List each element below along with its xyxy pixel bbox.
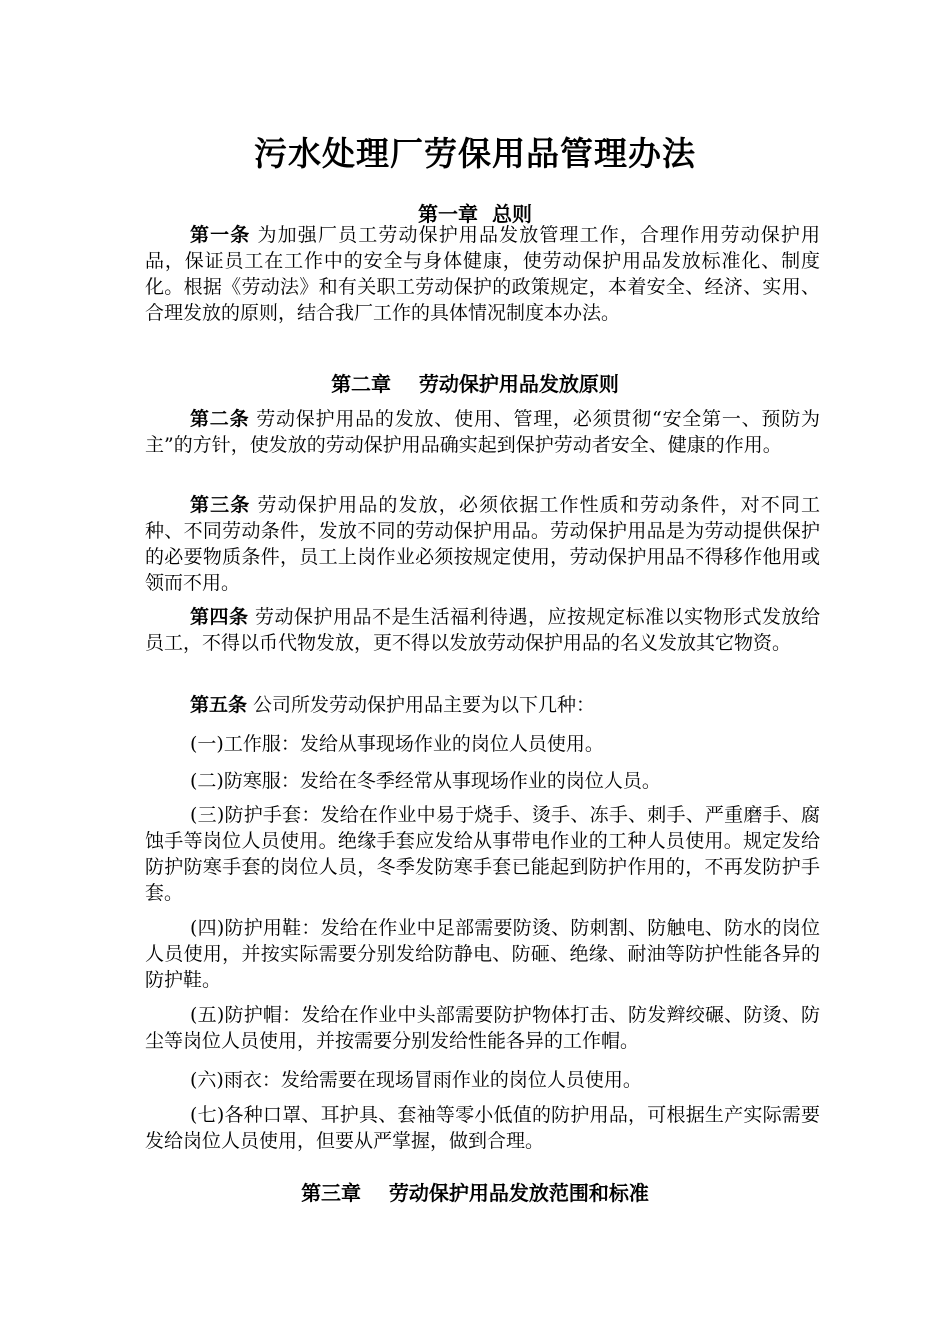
article-5 [145, 692, 820, 718]
list-item-shoes: (四)防护用鞋：发给在作业中足部需要防烫、防刺割、防触电、防水的岗位人员使用，并按实际需要分别发给防静电、防砸、绝缘、耐油等防护性能各异的防护鞋。 [145, 917, 820, 991]
document-title: 污水处理厂劳保用品管理办法 [254, 134, 696, 173]
article-4-text: 劳动保护用品不是生活福利待遇，应按规定标准以实物形式发放给员工，不得以币代物发放，更不得以发放劳动保护用品的名义发放其它物资。 [145, 606, 820, 654]
article-1-label: 第一条 [190, 224, 251, 246]
article-2-text: 劳动保护用品的发放、使用、管理，必须贯彻“安全第一、预防为主”的方针，使发放的劳动保护用品确实起到保护劳动者安全、健康的作用。 [145, 408, 820, 456]
article-4-label: 第四条 [190, 606, 249, 628]
article-1-text: 为加强厂员工劳动保护用品发放管理工作，合理作用劳动保护用品，保证员工在工作中的安全与身体健康，使劳动保护用品发放标准化、制度化。根据《劳动法》和有关职工劳动保护的政策规定，本着安全、经济、实用、合理发放的原则，结合我厂工作的具体情况制度本办法。 [145, 224, 820, 324]
list-item-cold-clothes: (二)防寒服：发给在冬季经常从事现场作业的岗位人员。 [190, 770, 661, 792]
list-item-work-clothes: (一)工作服：发给从事现场作业的岗位人员使用。 [190, 733, 604, 755]
list-item-gloves: (三)防护手套：发给在作业中易于烧手、烫手、冻手、刺手、严重磨手、腐蚀手等岗位人员使用。绝缘手套应发给从事带电作业的工种人员使用。规定发给防护防寒手套的岗位人员，冬季发防寒手套已能起到防护作用的，不再发防护手套。 [145, 804, 820, 904]
article-3 [145, 492, 820, 596]
article-4 [145, 604, 820, 656]
list-item-raincoat: (六)雨衣：发给需要在现场冒雨作业的岗位人员使用。 [190, 1069, 642, 1091]
article-5-label: 第五条 [190, 694, 248, 716]
chapter-3-heading: 第三章 劳动保护用品发放范围和标准 [301, 1181, 649, 1205]
chapter-1-heading: 第一章 总则 [418, 202, 532, 226]
article-1 [145, 222, 820, 326]
article-2 [145, 406, 820, 458]
article-3-text: 劳动保护用品的发放，必须依据工作性质和劳动条件，对不同工种、不同劳动条件，发放不同的劳动保护用品。劳动保护用品是为劳动提供保护的必要物质条件，员工上岗作业必须按规定使用，劳动保护用品不得移作他用或领而不用。 [145, 494, 820, 594]
list-item-helmet: (五)防护帽：发给在作业中头部需要防护物体打击、防发辫绞碾、防烫、防尘等岗位人员使用，并按需要分别发给性能各异的工作帽。 [145, 1004, 820, 1052]
article-5-text: 公司所发劳动保护用品主要为以下几种： [247, 694, 596, 716]
chapter-2-heading: 第二章 劳动保护用品发放原则 [331, 372, 619, 396]
article-3-label: 第三条 [190, 494, 251, 516]
list-item-small-items: (七)各种口罩、耳护具、套袖等零小低值的防护用品，可根据生产实际需要发给岗位人员使用，但要从严掌握，做到合理。 [145, 1104, 820, 1152]
article-2-label: 第二条 [190, 408, 250, 430]
